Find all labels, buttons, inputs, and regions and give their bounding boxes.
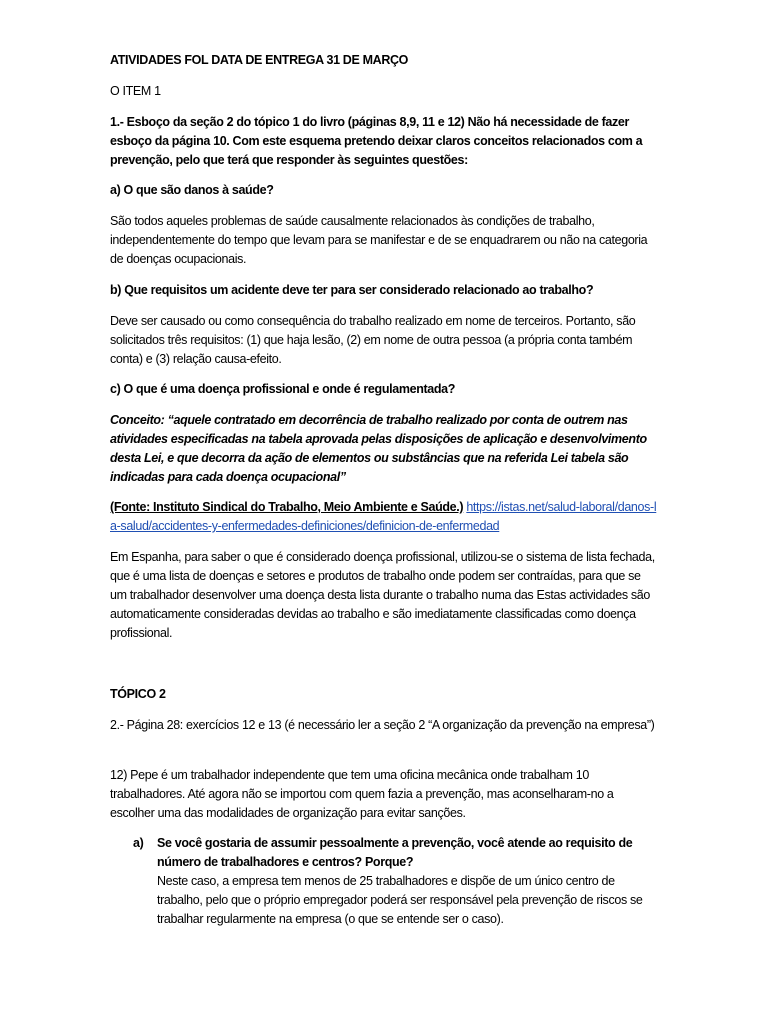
concept-quote: Conceito: “aquele contratado em decorrência de trabalho realizado por conta de outrem nas atividades especificadas na tabela aprovada pelas disposições de aplicação e desenvolvimento desta Lei, e que decorra da ação de elementos ou substâncias que na referida Lei tabela são indicadas para cada doença ocupacional” <box>110 413 647 484</box>
list-item-a-answer: Neste caso, a empresa tem menos de 25 trabalhadores e dispõe de um único centro de trabalho, pelo que o próprio empregador poderá ser responsável pela prevenção de riscos se trabalhar regularmente na empresa (o que se entende ser o caso). <box>157 874 643 926</box>
answer-b: Deve ser causado ou como consequência do trabalho realizado em nome de terceiros. Portanto, são solicitados três requisitos: (1) que haja lesão, (2) em nome de outra pessoa (a própria conta também conta) e (3) relação causa-efeito. <box>110 314 636 366</box>
question-a: a) O que são danos à saúde? <box>110 183 274 197</box>
topic2-heading: TÓPICO 2 <box>110 687 166 701</box>
answer-a: São todos aqueles problemas de saúde causalmente relacionados às condições de trabalho, independentemente do tempo que levam para se manifestar e de se enquadrarem ou não na categoria de doenças ocupacionais. <box>110 214 648 266</box>
spain-paragraph: Em Espanha, para saber o que é considerado doença profissional, utilizou-se o sistema de lista fechada, que é uma lista de doenças e setores e produtos de trabalho onde podem ser contraídas, para que se um trabalhador desenvolver uma doença desta lista durante o trabalho numa das Estas actividades são automaticamente consideradas devidas ao trabalho e são imediatamente classificadas como doença profissional. <box>110 550 655 640</box>
intro-paragraph: 1.- Esboço da seção 2 do tópico 1 do livro (páginas 8,9, 11 e 12) Não há necessidade de fazer esboço da página 10. Com este esquema pretendo deixar claros conceitos relacionados com a prevenção, pelo que terá que responder às seguintes questões: <box>110 115 643 167</box>
item-label: O ITEM 1 <box>110 84 161 98</box>
question-c: c) O que é uma doença profissional e onde é regulamentada? <box>110 382 456 396</box>
document-header: ATIVIDADES FOL DATA DE ENTREGA 31 DE MARÇO <box>110 53 409 67</box>
exercise-12: 12) Pepe é um trabalhador independente que tem uma oficina mecânica onde trabalham 10 trabalhadores. Até agora não se importou com quem fazia a prevenção, mas aconselharam-no a escolher uma das modalidades de organização para evitar sanções. <box>110 768 614 820</box>
source-label: (Fonte: Instituto Sindical do Trabalho, Meio Ambiente e Saúde.) <box>110 500 464 514</box>
topic2-intro: 2.- Página 28: exercícios 12 e 13 (é necessário ler a seção 2 “A organização da prevenção na empresa”) <box>110 718 655 732</box>
list-item-a-question: Se você gostaria de assumir pessoalmente a prevenção, você atende ao requisito de número de trabalhadores e centros? Porque? <box>157 836 633 869</box>
question-b: b) Que requisitos um acidente deve ter para ser considerado relacionado ao trabalho? <box>110 283 594 297</box>
list-item-a-letter: a) <box>133 836 144 850</box>
source-citation <box>110 498 658 536</box>
list-item-a-content <box>157 834 662 929</box>
source-link[interactable]: https://istas.net/salud-laboral/danos-la-salud/accidentes-y-enfermedades-definiciones/definicion-de-enfermedad <box>110 500 657 533</box>
